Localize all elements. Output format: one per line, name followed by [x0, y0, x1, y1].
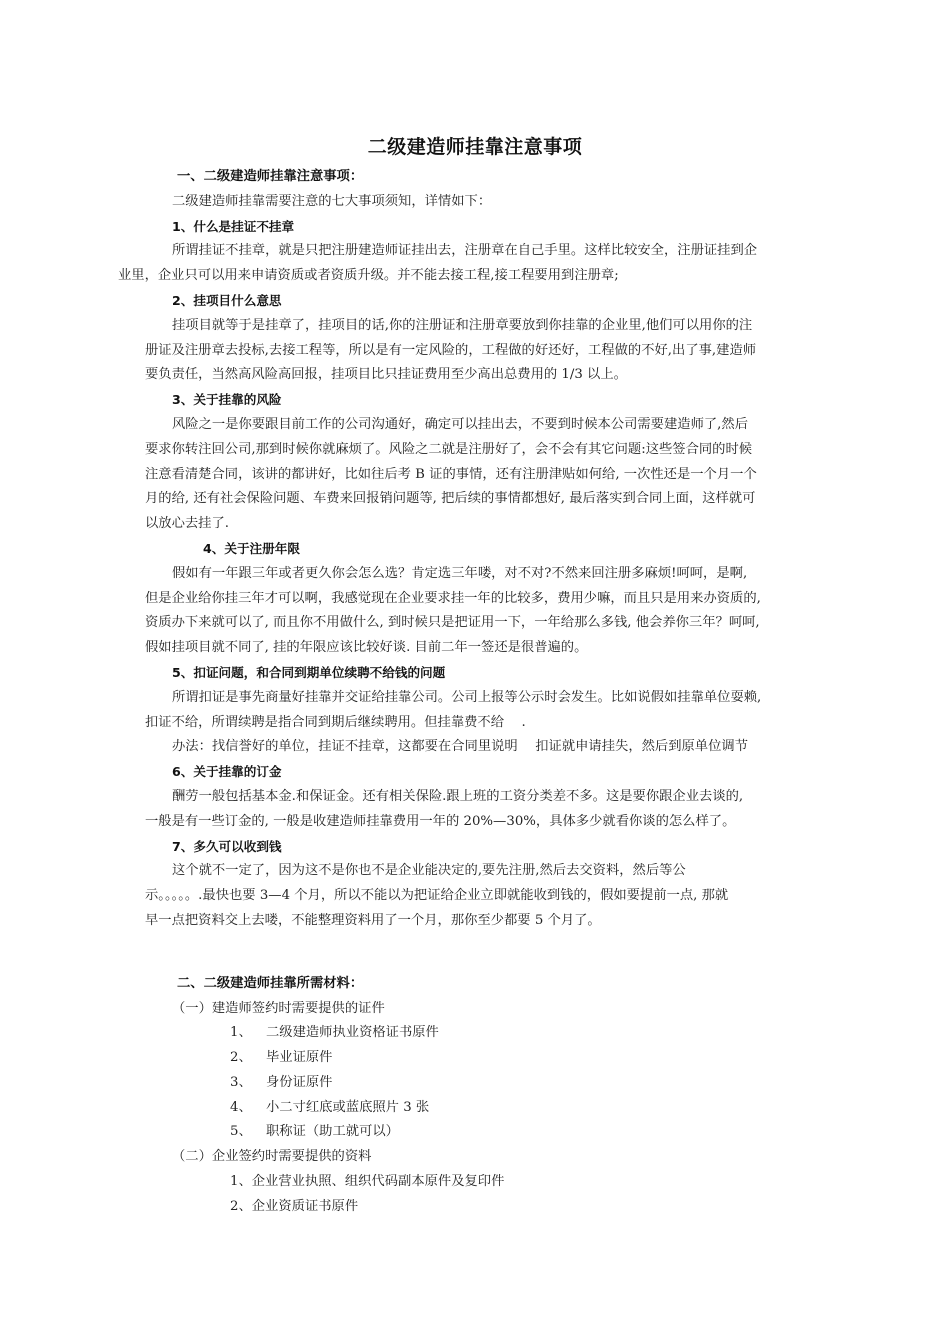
item-number: 4、 — [230, 1099, 252, 1115]
paragraph-line: 所谓挂证不挂章，就是只把注册建造师证挂出去，注册章在自己手里。这样比较安全，注册证挂到企 — [172, 243, 758, 259]
paragraph-line: 注意看清楚合同，该讲的都讲好，比如往后考 B 证的事情，还有注册津贴如何给, 一次性还是一个月一个 — [145, 466, 757, 482]
paragraph-line: 假如有一年跟三年或者更久你会怎么选？肯定选三年喽，对不对?不然来回注册多麻烦!呵呵，是啊, — [172, 565, 748, 581]
item-5-paragraph — [145, 686, 817, 760]
item-5-heading: 5、扣证问题，和合同到期单位续聘不给钱的问题 — [172, 664, 446, 680]
item-4-heading: 4、关于注册年限 — [203, 540, 300, 556]
material-item — [145, 1021, 817, 1046]
item-text: 职称证（助工就可以） — [266, 1124, 399, 1140]
paragraph-line: 以放心去挂了. — [145, 516, 230, 532]
item-number: 2、 — [230, 1050, 252, 1066]
section-1-heading: 一、二级建造师挂靠注意事项： — [177, 169, 364, 184]
paragraph-line: 早一点把资料交上去喽，不能整理资料用了一个月，那你至少都要 5 个月了。 — [145, 912, 601, 928]
material-item: 1、企业营业执照、组织代码副本原件及复印件 — [230, 1174, 505, 1190]
item-1-heading: 1、什么是挂证不挂章 — [172, 218, 295, 234]
paragraph-line: 一般是有一些订金的, 一般是收建造师挂靠费用一年的 20%—30%，具体多少就看你谈的怎么样了。 — [145, 813, 736, 829]
material-item — [145, 1046, 817, 1071]
section-1-intro: 二级建造师挂靠需要注意的七大事项须知，详情如下： — [172, 193, 492, 209]
group-1-label: （一）建造师签约时需要提供的证件 — [172, 1000, 385, 1016]
paragraph-line: 要负责任，当然高风险高回报，挂项目比只挂证费用至少高出总费用的 1/3 以上。 — [145, 367, 627, 383]
item-number: 1、 — [230, 1025, 252, 1041]
item-2-heading: 2、挂项目什么意思 — [172, 292, 282, 308]
item-text: 小二寸红底或蓝底照片 3 张 — [266, 1099, 430, 1115]
material-item — [145, 1096, 817, 1121]
paragraph-line: 酬劳一般包括基本金.和保证金。还有相关保险.跟上班的工资分类差不多。这是要你跟企业去谈的, — [172, 788, 744, 804]
paragraph-line: 示。。。。。.最快也要 3—4 个月，所以不能以为把证给企业立即就能收到钱的，假如要提前一点, 那就 — [145, 888, 729, 904]
item-7-paragraph — [145, 859, 817, 933]
document-body — [118, 165, 817, 1220]
item-text: 毕业证原件 — [266, 1050, 333, 1066]
paragraph-line: 假如挂项目就不同了, 挂的年限应该比较好谈. 目前二年一签还是很普遍的。 — [145, 640, 588, 656]
item-1-paragraph — [118, 239, 817, 289]
paragraph-line: 要求你转注回公司,那到时候你就麻烦了。风险之二就是注册好了，会不会有其它问题:这些签合同的时候 — [145, 441, 753, 457]
paragraph-line: 资质办下来就可以了, 而且你不用做什么, 到时候只是把证用一下，一年给那么多钱, 他会养你三年？呵呵, — [145, 615, 760, 631]
item-4-paragraph — [145, 562, 817, 661]
item-7-heading: 7、多久可以收到钱 — [172, 838, 282, 854]
item-6-heading: 6、关于挂靠的订金 — [172, 764, 282, 780]
paragraph-line: 册证及注册章去投标,去接工程等，所以是有一定风险的，工程做的好还好，工程做的不好,出了事,建造师 — [145, 342, 757, 358]
item-number: 3、 — [230, 1074, 252, 1090]
material-item — [145, 1120, 817, 1145]
paragraph-line: 但是企业给你挂三年才可以啊，我感觉现在企业要求挂一年的比较多，费用少嘛，而且只是用来办资质的, — [145, 590, 761, 606]
paragraph-line: 挂项目就等于是挂章了，挂项目的话,你的注册证和注册章要放到你挂靠的企业里,他们可以用你的注 — [172, 317, 753, 333]
item-2-paragraph — [145, 314, 817, 388]
paragraph-line: 办法：找信誉好的单位，挂证不挂章，这都要在合同里说明 扣证就申请挂失，然后到原单位调节 — [172, 739, 748, 755]
item-6-paragraph — [145, 785, 817, 835]
paragraph-line: 风险之一是你要跟目前工作的公司沟通好，确定可以挂出去，不要到时候本公司需要建造师了,然后 — [172, 416, 748, 432]
paragraph-line: 业里，企业只可以用来申请资质或者资质升级。并不能去接工程,接工程要用到注册章; — [118, 268, 619, 284]
section-gap — [145, 958, 817, 972]
document-title: 二级建造师挂靠注意事项 — [367, 136, 583, 158]
paragraph-line: 这个就不一定了，因为这不是你也不是企业能决定的,要先注册,然后去交资料，然后等公 — [172, 863, 686, 879]
item-3-heading: 3、关于挂靠的风险 — [172, 392, 282, 408]
paragraph-line: 所谓扣证是事先商量好挂靠并交证给挂靠公司。公司上报等公示时会发生。比如说假如挂靠单位耍赖, — [172, 689, 762, 705]
item-3-paragraph — [145, 413, 817, 537]
paragraph-line: 扣证不给，所谓续聘是指合同到期后继续聘用。但挂靠费不给 . — [145, 714, 526, 730]
section-gap — [145, 934, 817, 958]
section-2-heading: 二、二级建造师挂靠所需材料： — [177, 975, 364, 991]
item-number: 5、 — [230, 1124, 252, 1140]
item-text: 身份证原件 — [266, 1074, 333, 1090]
group-2-label: （二）企业签约时需要提供的资料 — [172, 1149, 372, 1165]
material-item: 2、企业资质证书原件 — [230, 1198, 359, 1214]
paragraph-line: 月的给, 还有社会保险问题、车费来回报销问题等, 把后续的事情都想好, 最后落实到合同上面，这样就可 — [145, 491, 756, 507]
item-text: 二级建造师执业资格证书原件 — [266, 1025, 439, 1041]
material-item — [145, 1071, 817, 1096]
